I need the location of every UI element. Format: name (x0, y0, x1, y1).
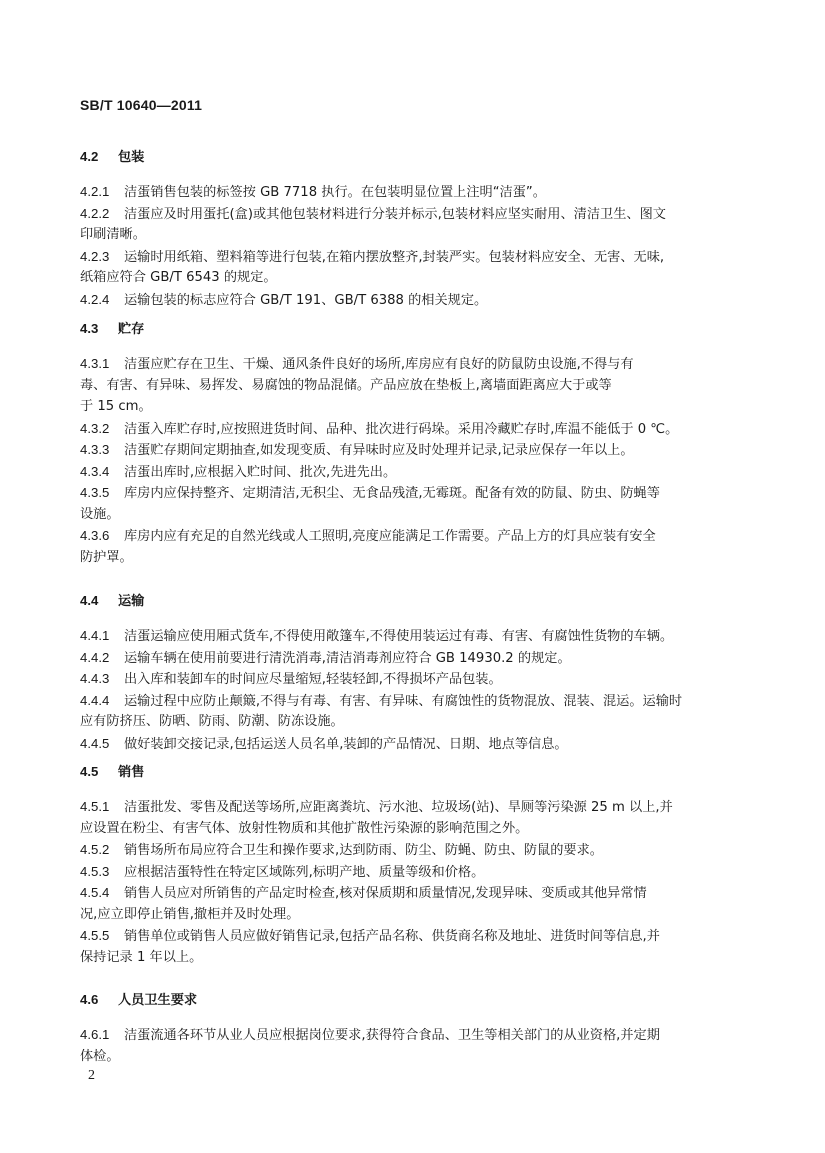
clause-number: 4.3.6 (80, 528, 110, 543)
clause-text: 销售人员应对所销售的产品定时检查,核对保质期和质量情况,发现异味、变质或其他异常情 (124, 886, 647, 901)
clause-first-line (80, 626, 673, 647)
clause-number: 4.2.2 (80, 205, 110, 221)
clause-number: 4.5.5 (80, 928, 110, 943)
clause-number: 4.5.4 (80, 885, 110, 900)
clause-text: 保持记录 1 年以上。 (80, 949, 203, 965)
clause-first-line (80, 440, 634, 461)
clause-text: 印刷清晰。 (80, 227, 146, 242)
clause-text: 洁蛋入库贮存时,应按照进货时间、品种、批次进行码垛。采用冷藏贮存时,库温不能低于 0 ℃。 (124, 421, 679, 437)
clause-number: 4.2.3 (80, 248, 110, 264)
clause-first-line (80, 247, 664, 268)
clause-continuation-line (80, 548, 133, 568)
clause-text: 防护罩。 (80, 549, 133, 565)
clause-text: 洁蛋批发、零售及配送等场所,应距离粪坑、污水池、垃圾场(站)、旱厕等污染源 25 m 以上,并 (124, 800, 673, 815)
clause-continuation-line (80, 225, 146, 245)
clause-text: 洁蛋应贮存在卫生、干燥、通风条件良好的场所,库房应有良好的防鼠防虫设施,不得与有 (124, 357, 634, 372)
section-heading (80, 990, 197, 1011)
clause-text: 于 15 cm。 (80, 399, 152, 414)
clause-continuation-line (80, 505, 120, 525)
clause-number: 4.3.2 (80, 420, 110, 436)
clause-number: 4.5.1 (80, 799, 110, 814)
section-heading (80, 762, 144, 783)
clause-text: 销售单位或销售人员应做好销售记录,包括产品名称、供货商名称及地址、进货时间等信息,并 (124, 929, 660, 944)
clause-text: 出入库和装卸车的时间应尽量缩短,轻装轻卸,不得损坏产品包装。 (124, 672, 502, 687)
clause-number: 4.2.1 (80, 184, 110, 199)
clause-first-line (80, 1025, 660, 1046)
clause-text: 应根据洁蛋特性在特定区域陈列,标明产地、质量等级和价格。 (124, 864, 485, 880)
clause-first-line (80, 483, 660, 504)
section-title: 贮存 (118, 322, 145, 337)
clause-first-line (80, 204, 666, 225)
clause-text: 运输时用纸箱、塑料箱等进行包装,在箱内摆放整齐,封装严实。包装材料应安全、无害、无味, (124, 249, 665, 265)
clause-continuation-line (80, 712, 344, 732)
section-number: 4.4 (80, 593, 99, 608)
clause-first-line (80, 840, 603, 861)
clause-number: 4.4.5 (80, 735, 110, 751)
clause-first-line (80, 526, 656, 547)
clause-text: 毒、有害、有异味、易挥发、易腐蚀的物品混储。产品应放在垫板上,离墙面距离应大于或等 (80, 377, 612, 393)
clause-first-line (80, 862, 484, 883)
clause-number: 4.4.2 (80, 649, 110, 665)
clause-number: 4.2.4 (80, 291, 110, 307)
clause-text: 销售场所布局应符合卫生和操作要求,达到防雨、防尘、防蝇、防虫、防鼠的要求。 (124, 843, 603, 858)
clause-text: 况,应立即停止销售,撤柜并及时处理。 (80, 906, 300, 922)
section-heading (80, 319, 144, 340)
clause-text: 库房内应保持整齐、定期清洁,无积尘、无食品残渣,无霉斑。配备有效的防鼠、防虫、防蝇等 (124, 486, 660, 501)
clause-number: 4.6.1 (80, 1027, 110, 1042)
section-title: 包装 (118, 150, 145, 165)
section-number: 4.6 (80, 992, 99, 1007)
standard-code-header: SB/T 10640—2011 (80, 97, 203, 113)
clause-first-line (80, 669, 502, 690)
clause-text: 洁蛋销售包装的标签按 GB 7718 执行。在包装明显位置上注明“洁蛋”。 (124, 185, 546, 200)
section-heading (80, 147, 144, 168)
clause-number: 4.5.2 (80, 842, 110, 857)
clause-text: 洁蛋流通各环节从业人员应根据岗位要求,获得符合食品、卫生等相关部门的从业资格,并定期 (124, 1028, 660, 1043)
clause-text: 洁蛋贮存期间定期抽查,如发现变质、有异味时应及时处理并记录,记录应保存一年以上。 (124, 443, 634, 458)
clause-number: 4.3.5 (80, 485, 110, 500)
page-number: 2 (88, 1068, 95, 1083)
section-title: 人员卫生要求 (118, 993, 198, 1008)
clause-number: 4.3.1 (80, 356, 110, 371)
clause-number: 4.4.3 (80, 671, 110, 686)
clause-text: 应设置在粉尘、有害气体、放射性物质和其他扩散性污染源的影响范围之外。 (80, 820, 529, 836)
clause-number: 4.3.4 (80, 463, 110, 479)
section-number: 4.5 (80, 764, 99, 779)
clause-number: 4.5.3 (80, 863, 110, 879)
clause-text: 库房内应有充足的自然光线或人工照明,亮度应能满足工作需要。产品上方的灯具应装有安全 (124, 529, 656, 544)
clause-first-line (80, 734, 568, 755)
clause-first-line (80, 883, 647, 904)
clause-text: 应有防挤压、防晒、防雨、防潮、防冻设施。 (80, 714, 344, 729)
section-title: 销售 (118, 765, 145, 780)
clause-text: 体检。 (80, 1048, 120, 1064)
clause-text: 做好装卸交接记录,包括运送人员名单,装卸的产品情况、日期、地点等信息。 (124, 736, 568, 752)
clause-text: 纸箱应符合 GB/T 6543 的规定。 (80, 270, 277, 285)
clause-continuation-line (80, 905, 299, 925)
clause-text: 运输包装的标志应符合 GB/T 191、GB/T 6388 的相关规定。 (124, 292, 488, 308)
clause-text: 洁蛋运输应使用厢式货车,不得使用敞篷车,不得使用装运过有毒、有害、有腐蚀性货物的车辆。 (124, 629, 674, 644)
section-heading (80, 591, 144, 612)
clause-continuation-line (80, 948, 202, 968)
clause-text: 设施。 (80, 506, 120, 522)
section-number: 4.2 (80, 149, 99, 164)
clause-first-line (80, 462, 396, 483)
clause-first-line (80, 648, 571, 669)
clause-first-line (80, 797, 673, 818)
clause-text: 运输车辆在使用前要进行清洗消毒,清洁消毒剂应符合 GB 14930.2 的规定。 (124, 650, 571, 666)
clause-number: 4.3.3 (80, 442, 110, 457)
clause-continuation-line (80, 397, 152, 417)
clause-first-line (80, 419, 678, 440)
clause-continuation-line (80, 268, 277, 288)
clause-first-line (80, 926, 660, 947)
clause-number: 4.4.4 (80, 692, 110, 708)
clause-first-line (80, 354, 634, 375)
clause-text: 运输过程中应防止颠簸,不得与有毒、有害、有异味、有腐蚀性的货物混放、混装、混运。运输时 (124, 693, 683, 709)
section-number: 4.3 (80, 321, 99, 336)
clause-text: 洁蛋出库时,应根据入贮时间、批次,先进先出。 (124, 464, 397, 480)
clause-continuation-line (80, 1047, 120, 1067)
clause-continuation-line (80, 819, 528, 839)
clause-number: 4.4.1 (80, 628, 110, 643)
section-title: 运输 (118, 594, 145, 609)
clause-first-line (80, 182, 546, 203)
clause-text: 洁蛋应及时用蛋托(盒)或其他包装材料进行分装并标示,包装材料应坚实耐用、清洁卫生、图文 (124, 206, 666, 222)
clause-continuation-line (80, 376, 612, 396)
clause-first-line (80, 691, 682, 712)
clause-first-line (80, 290, 487, 311)
